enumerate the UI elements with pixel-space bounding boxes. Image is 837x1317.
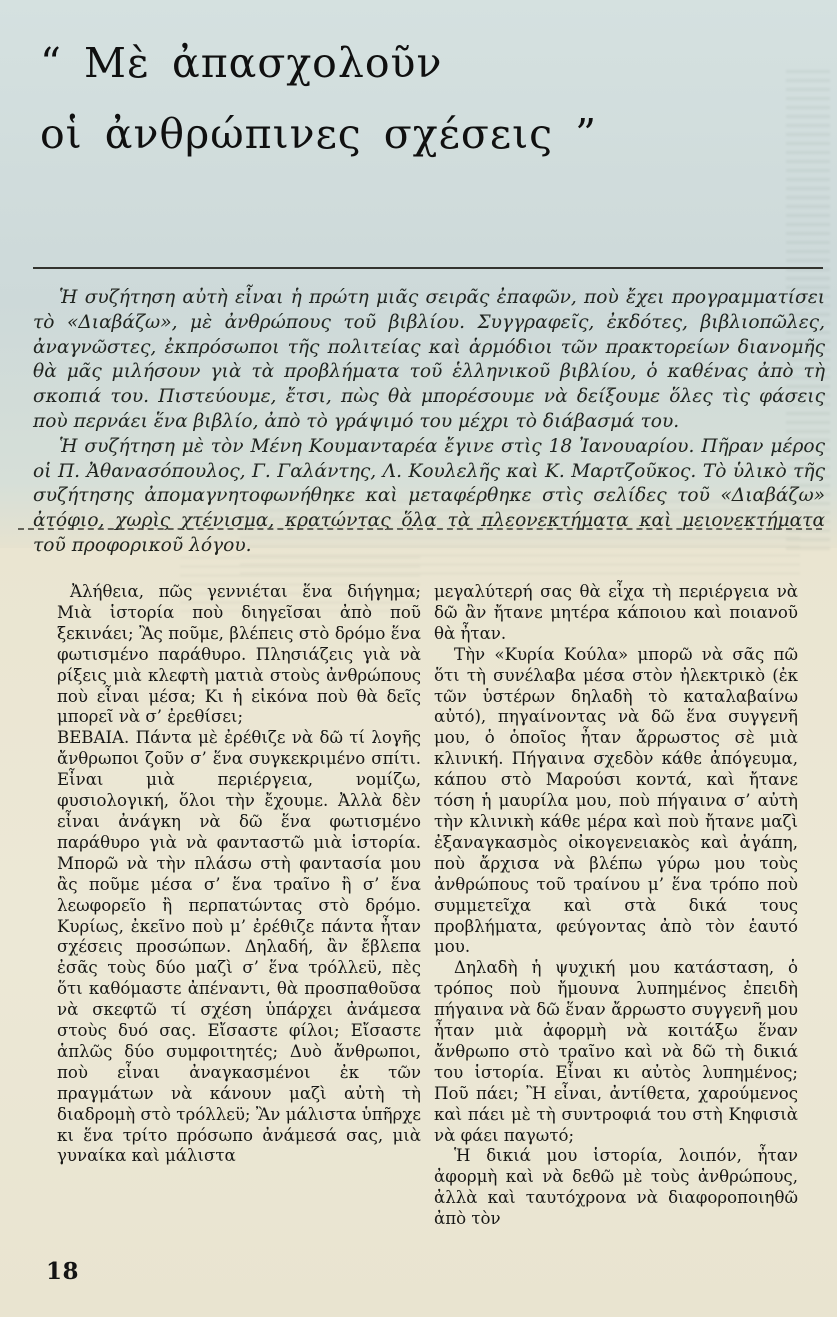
intro-paragraph: Ἡ συζήτηση αὐτὴ εἶναι ἡ πρώτη μιᾶς σειρᾶς ἐπαφῶν, ποὺ ἔχει προγραμματίσει τὸ «Διαβάζω», μὲ ἀνθρώπους τοῦ βιβλίου. Συγγραφεῖς, ἐκδότες, βιβλιοπῶλες, ἀναγνῶστες, ἐκπρόσωποι τῆς πολιτείας καὶ ἁρμόδιοι τῶν πρακτορείων διανομῆς θὰ μᾶς μιλήσουν γιὰ τὰ προβλήματα τοῦ ἑλληνικοῦ βιβλίου, ὁ καθένας ἀπὸ τὴ σκοπιά του. Πιστεύουμε, ἔτσι, πὼς θὰ μπορέσουμε νὰ δείξουμε ὅλες τὶς φάσεις ποὺ περνάει ἕνα βιβλίο, ἀπὸ τὸ γράψιμό του μέχρι τὸ διάβασμά του. <box>33 287 825 432</box>
article-title-line2: οἱ ἀνθρώπινες σχέσεις ” <box>40 110 598 158</box>
body-paragraph: Τὴν «Κυρία Κούλα» μπορῶ νὰ σᾶς πῶ ὅτι τὴ συνέλαβα μέσα στὸν ἠλεκτρικὸ (ἐκ τῶν ὑστέρων δηλαδὴ τὸ καταλαβαίνω αὐτό), πηγαίνοντας νὰ δῶ ἕνα συγγενῆ μου, ὁ ὁποῖος ἦταν ἄρρωστος σὲ μιὰ κλινική. Πήγαινα σχεδὸν κάθε ἀπόγευμα, κάπου στὸ Μαρούσι κοντά, καὶ ἤτανε τόση ἡ μαυρίλα μου, ποὺ πήγαινα σ’ αὐτὴ τὴν κλινικὴ κάθε μέρα καὶ ποὺ ἤτανε μαζὶ ἐξαναγκασμὸς οἰκογενειακὸς καὶ ἀγάπη, ποὺ ἄρχισα νὰ βλέπω γύρω μου τοὺς ἀνθρώπους τοῦ τραίνου μ’ ἕνα τρόπο ποὺ συμμετεῖχα καὶ στὰ δικά τους προβλήματα, φεύγοντας ἀπὸ τὸν ἑαυτό μου. <box>434 644 798 957</box>
body-paragraph: Δηλαδὴ ἡ ψυχική μου κατάσταση, ὁ τρόπος ποὺ ἤμουνα λυπημένος ἐπειδὴ πήγαινα νὰ δῶ ἕναν ἄρρωστο συγγενῆ μου ἦταν μιὰ ἀφορμὴ νὰ κοιτάξω ἕναν ἄνθρωπο στὸ τραῖνο καὶ νὰ δῶ τὴ δικιά του ἱστορία. Εἶναι κι αὐτὸς λυπημένος; Ποῦ πάει; Ἢ εἶναι, ἀντίθετα, χαρούμενος καὶ πάει μὲ τὴ συντροφιά του στὴ Κηφισιὰ νὰ φάει παγωτό; <box>434 958 798 1145</box>
interview-answer: ΒΕΒΑΙΑ. Πάντα μὲ ἐρέθιζε νὰ δῶ τί λογῆς ἄνθρωποι ζοῦν σ’ ἕνα συγκεκριμένο σπίτι. Εἶναι μιὰ περιέργεια, νομίζω, φυσιολογική, ὅλοι τὴν ἔχουμε. Ἀλλὰ δὲν εἶναι ἀνάγκη νὰ δῶ ἕνα φωτισμένο παράθυρο γιὰ νὰ φανταστῶ μιὰ ἱστορία. Μπορῶ νὰ τὴν πλάσω στὴ φαντασία μου ἂς ποῦμε μέσα σ’ ἕνα τραῖνο ἢ σ’ ἕνα λεωφορεῖο ἢ περπατώντας στὸ δρόμο. Κυρίως, ἐκεῖνο ποὺ μ’ ἐρέθιζε πάντα ἦταν σχέσεις προσώπων. Δηλαδή, ἂν ἔβλεπα ἐσᾶς τοὺς δύο μαζὶ σ’ ἕνα τρόλλεϋ, πὲς ὅτι καθόμαστε ἀπέναντι, θὰ προσπαθοῦσα νὰ σκεφτῶ τί σχέση ὑπάρχει ἀνάμεσα στοὺς δυό σας. Εἴσαστε φίλοι; Εἴσαστε ἁπλῶς δύο συμφοιτητές; Δυὸ ἄνθρωποι, ποὺ εἶναι ἀναγκασμένοι ἐκ τῶν πραγμάτων νὰ κάνουν μαζὶ αὐτὴ τὴ διαδρομὴ στὸ τρόλλεϋ; Ἂν μάλιστα ὑπῆρχε κι ἕνα τρίτο πρόσωπο ἀνάμεσά σας, μιὰ γυναίκα καὶ μάλιστα <box>57 728 421 1166</box>
body-paragraph: μεγαλύτερή σας θὰ εἶχα τὴ περιέργεια νὰ δῶ ἂν ἤτανε μητέρα κάποιου καὶ ποιανοῦ θὰ ἦταν. <box>434 582 798 643</box>
right-column <box>434 582 798 1230</box>
left-column <box>57 582 421 1230</box>
page-number: 18 <box>46 1258 80 1285</box>
intro-lede <box>33 286 825 559</box>
intro-paragraph: Ἡ συζήτηση μὲ τὸν Μένη Κουμανταρέα ἔγινε στὶς 18 Ἰανουαρίου. Πῆραν μέρος οἱ Π. Ἀθανασόπουλος, Γ. Γαλάντης, Λ. Κουλελῆς καὶ Κ. Μαρτζοῦκος. Τὸ ὑλικὸ τῆς συζήτησης ἀπομαγνητοφωνήθηκε καὶ μεταφέρθηκε στὶς σελίδες τοῦ «Διαβάζω» ἀτόφιο, χωρὶς χτένισμα, κρατώντας ὅλα τὰ πλεονεκτήματα καὶ μειονεκτήματα τοῦ προφορικοῦ λόγου. <box>33 435 825 556</box>
horizontal-rule-top <box>33 267 823 269</box>
article-title <box>40 28 740 170</box>
article-title-line1: “ Μὲ ἀπασχολοῦν <box>40 39 443 87</box>
body-paragraph: Ἡ δικιά μου ἱστορία, λοιπόν, ἦταν ἀφορμὴ καὶ νὰ δεθῶ μὲ τοὺς ἀνθρώπους, ἀλλὰ καὶ ταυτόχρονα νὰ διαφοροποιηθῶ ἀπὸ τὸν <box>434 1146 798 1229</box>
interview-question: Ἀλήθεια, πῶς γεννιέται ἕνα διήγημα; Μιὰ ἱστορία ποὺ διηγεῖσαι ἀπὸ ποῦ ξεκινάει; Ἂς ποῦμε, βλέπεις στὸ δρόμο ἕνα φωτισμένο παράθυρο. Πλησιάζεις γιὰ νὰ ρίξεις μιὰ κλεφτὴ ματιὰ στοὺς ἀνθρώπους ποὺ εἶναι μέσα; Κι ἡ εἰκόνα ποὺ θὰ δεῖς μπορεῖ νὰ σ’ ἐρεθίσει; <box>57 582 421 727</box>
horizontal-rule-bottom <box>18 528 822 530</box>
article-body <box>57 582 798 1230</box>
